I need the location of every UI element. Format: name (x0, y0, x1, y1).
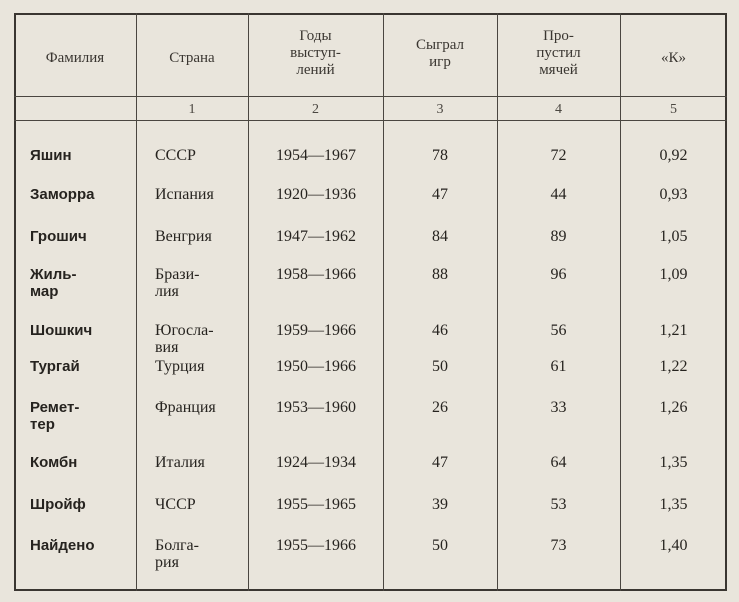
country-cell (155, 358, 245, 375)
country-cell-line: лия (155, 283, 179, 300)
column-header-line: лений (296, 62, 335, 78)
numbers-rule (14, 120, 727, 121)
conceded-cell: 44 (550, 186, 567, 203)
goalkeeper-name-line: тер (30, 416, 55, 433)
k-cell: 1,22 (659, 358, 688, 375)
country-cell-line: Брази- (155, 266, 200, 283)
games-cell: 26 (432, 399, 448, 416)
country-cell-line: Венгрия (155, 228, 212, 245)
k-cell: 1,09 (659, 266, 688, 283)
years-cell: 1924—1934 (276, 454, 356, 471)
goalkeeper-name-line: Заморра (30, 186, 95, 203)
column-number: 5 (670, 102, 677, 117)
goalkeeper-name-line: Грошич (30, 228, 87, 245)
k-cell: 1,35 (659, 454, 688, 471)
goalkeeper-name (30, 266, 130, 300)
k-cell: 0,93 (659, 186, 688, 203)
conceded-cell: 61 (550, 358, 567, 375)
years-cell: 1953—1960 (276, 399, 356, 416)
goalkeeper-name (30, 454, 130, 471)
column-header (248, 28, 383, 79)
country-cell-line: ЧССР (155, 496, 196, 513)
goalkeeper-name (30, 496, 130, 513)
column-header-line: Про- (543, 28, 574, 44)
goalkeeper-name-line: Комбн (30, 454, 78, 471)
games-cell: 47 (432, 186, 448, 203)
country-cell (155, 186, 245, 203)
country-cell-line: Турция (155, 358, 205, 375)
column-divider (136, 13, 137, 591)
goalkeeper-name (30, 228, 130, 245)
column-number: 1 (188, 102, 196, 117)
goalkeeper-name-line: Жиль- (30, 266, 77, 283)
games-cell: 50 (432, 537, 448, 554)
years-cell: 1959—1966 (276, 322, 356, 339)
goalkeeper-name-line: Шошкич (30, 322, 93, 339)
goalkeeper-name-line: Яшин (30, 147, 72, 164)
country-cell (155, 537, 245, 571)
goalkeeper-name (30, 537, 130, 554)
column-number: 3 (436, 102, 444, 117)
column-divider (248, 13, 249, 591)
column-header (14, 50, 136, 67)
country-cell-line: вия (155, 339, 179, 356)
column-header-line: Годы (299, 28, 332, 44)
column-number: 4 (555, 102, 562, 117)
conceded-cell: 64 (550, 454, 567, 471)
k-cell: 1,21 (659, 322, 688, 339)
years-cell: 1954—1967 (276, 147, 356, 164)
column-header-line: Фамилия (45, 50, 105, 66)
country-cell (155, 399, 245, 416)
conceded-cell: 72 (550, 147, 567, 164)
k-cell: 0,92 (659, 147, 688, 164)
games-cell: 88 (432, 266, 448, 283)
conceded-cell: 53 (550, 496, 567, 513)
column-header-line: пустил (536, 45, 581, 61)
years-cell: 1920—1936 (276, 186, 356, 203)
games-cell: 78 (432, 147, 448, 164)
goalkeeper-name (30, 186, 130, 203)
column-header-line: «К» (660, 50, 686, 66)
country-cell (155, 496, 245, 513)
goalkeeper-name (30, 358, 130, 375)
conceded-cell: 89 (550, 228, 567, 245)
header-rule (14, 96, 727, 97)
column-header (383, 37, 497, 71)
country-cell (155, 147, 245, 164)
country-cell (155, 266, 245, 300)
k-cell: 1,35 (659, 496, 688, 513)
country-cell (155, 228, 245, 245)
years-cell: 1955—1965 (276, 496, 356, 513)
country-cell-line: Франция (155, 399, 216, 416)
goalkeeper-name-line: Тургай (30, 358, 80, 375)
country-cell-line: Болга- (155, 537, 199, 554)
games-cell: 39 (432, 496, 448, 513)
conceded-cell: 33 (550, 399, 567, 416)
column-header-line: Сыграл (415, 37, 464, 53)
country-cell (155, 322, 245, 356)
country-cell-line: рия (155, 554, 179, 571)
conceded-cell: 56 (550, 322, 567, 339)
conceded-cell: 96 (550, 266, 567, 283)
conceded-cell: 73 (550, 537, 567, 554)
goalkeeper-name (30, 147, 130, 164)
k-cell: 1,05 (659, 228, 688, 245)
column-header-line: мячей (539, 62, 578, 78)
column-header (136, 50, 248, 67)
country-cell-line: Испания (155, 186, 214, 203)
goalkeeper-name-line: Шройф (30, 496, 86, 513)
k-cell: 1,26 (659, 399, 688, 416)
country-cell-line: Италия (155, 454, 205, 471)
column-header (620, 50, 727, 67)
games-cell: 47 (432, 454, 448, 471)
column-header-line: Страна (169, 50, 215, 66)
years-cell: 1950—1966 (276, 358, 356, 375)
years-cell: 1947—1962 (276, 228, 356, 245)
column-number: 2 (312, 102, 319, 117)
years-cell: 1955—1966 (276, 537, 356, 554)
column-header-line: выступ- (290, 45, 341, 61)
country-cell (155, 454, 245, 471)
column-header (497, 28, 620, 79)
column-header-line: игр (429, 54, 451, 70)
goalkeeper-name-line: Найдено (30, 537, 95, 554)
k-cell: 1,40 (659, 537, 688, 554)
goalkeeper-name-line: Ремет- (30, 399, 80, 416)
games-cell: 84 (432, 228, 448, 245)
years-cell: 1958—1966 (276, 266, 356, 283)
games-cell: 50 (432, 358, 448, 375)
goalkeeper-name (30, 322, 130, 339)
goalkeeper-name-line: мар (30, 283, 59, 300)
goalkeeper-name (30, 399, 130, 433)
country-cell-line: СССР (155, 147, 196, 164)
games-cell: 46 (432, 322, 448, 339)
country-cell-line: Югосла- (155, 322, 214, 339)
